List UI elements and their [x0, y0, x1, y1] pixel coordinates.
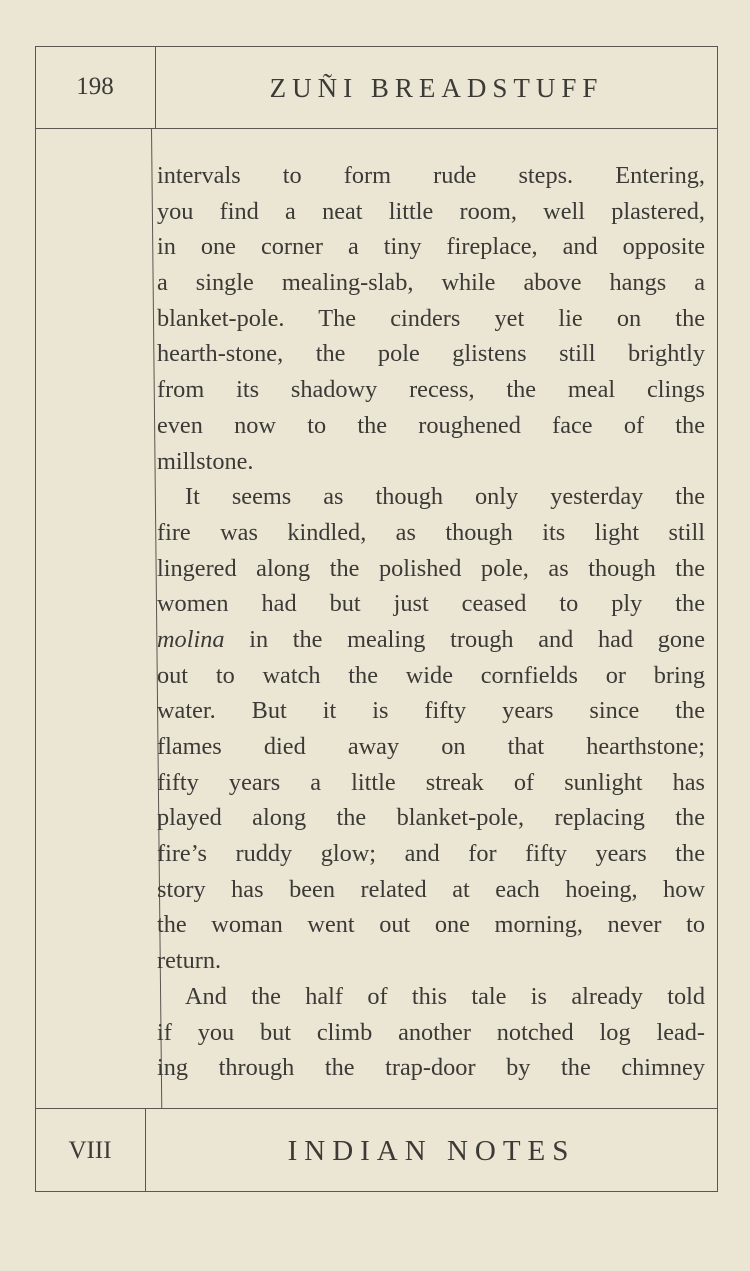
footer-divider — [35, 1108, 718, 1109]
text-line: out to watch the wide cornfields or bring — [157, 661, 705, 689]
text-line: even now to the roughened face of the — [157, 411, 705, 439]
text-line: fire was kindled, as though its light still — [157, 518, 705, 546]
text-line: flames died away on that hearthstone; — [157, 733, 705, 760]
text-line: And the half of this tale is already told — [185, 982, 705, 1010]
text-line: women had but just ceased to ply the — [157, 590, 705, 618]
text-line: a single mealing-slab, while above hangs a — [157, 269, 705, 297]
italic-term: molina — [157, 625, 225, 653]
text-line: fifty years a little streak of sunlight has — [157, 768, 705, 796]
section-number: VIII — [68, 1137, 112, 1164]
text-line: It seems as though only yesterday the — [185, 483, 705, 511]
text-line: ing through the trap-door by the chimney — [157, 1054, 705, 1082]
text-line: hearth-stone, the pole glistens still brightly — [157, 340, 705, 368]
text-line: fire’s ruddy glow; and for fifty years the — [157, 840, 705, 868]
text-line: played along the blanket-pole, replacing the — [157, 804, 705, 832]
page-number: 198 — [76, 73, 114, 100]
running-title: ZUÑI BREADSTUFF — [269, 72, 604, 103]
text-line: from its shadowy recess, the meal clings — [157, 376, 705, 404]
series-title: INDIAN NOTES — [287, 1134, 576, 1167]
text-line: blanket-pole. The cinders yet lie on the — [157, 304, 705, 332]
text-line: water. But it is fifty years since the — [157, 697, 705, 725]
text-line: the woman went out one morning, never to — [157, 911, 705, 939]
text-line — [157, 622, 705, 658]
text-line: story has been related at each hoeing, how — [157, 875, 705, 903]
text-line: if you but climb another notched log lead- — [157, 1018, 705, 1046]
text-line: lingered along the polished pole, as though the — [157, 554, 705, 582]
text-line: millstone. — [157, 447, 254, 475]
text-line-rest: in the mealing trough and had gone — [224, 625, 705, 653]
text-line: return. — [157, 947, 222, 975]
text-line: in one corner a tiny fireplace, and opposite — [157, 233, 705, 261]
text-line: you find a neat little room, well plastered, — [157, 197, 705, 225]
body-text — [157, 158, 705, 1086]
text-line: intervals to form rude steps. Entering, — [157, 162, 705, 189]
